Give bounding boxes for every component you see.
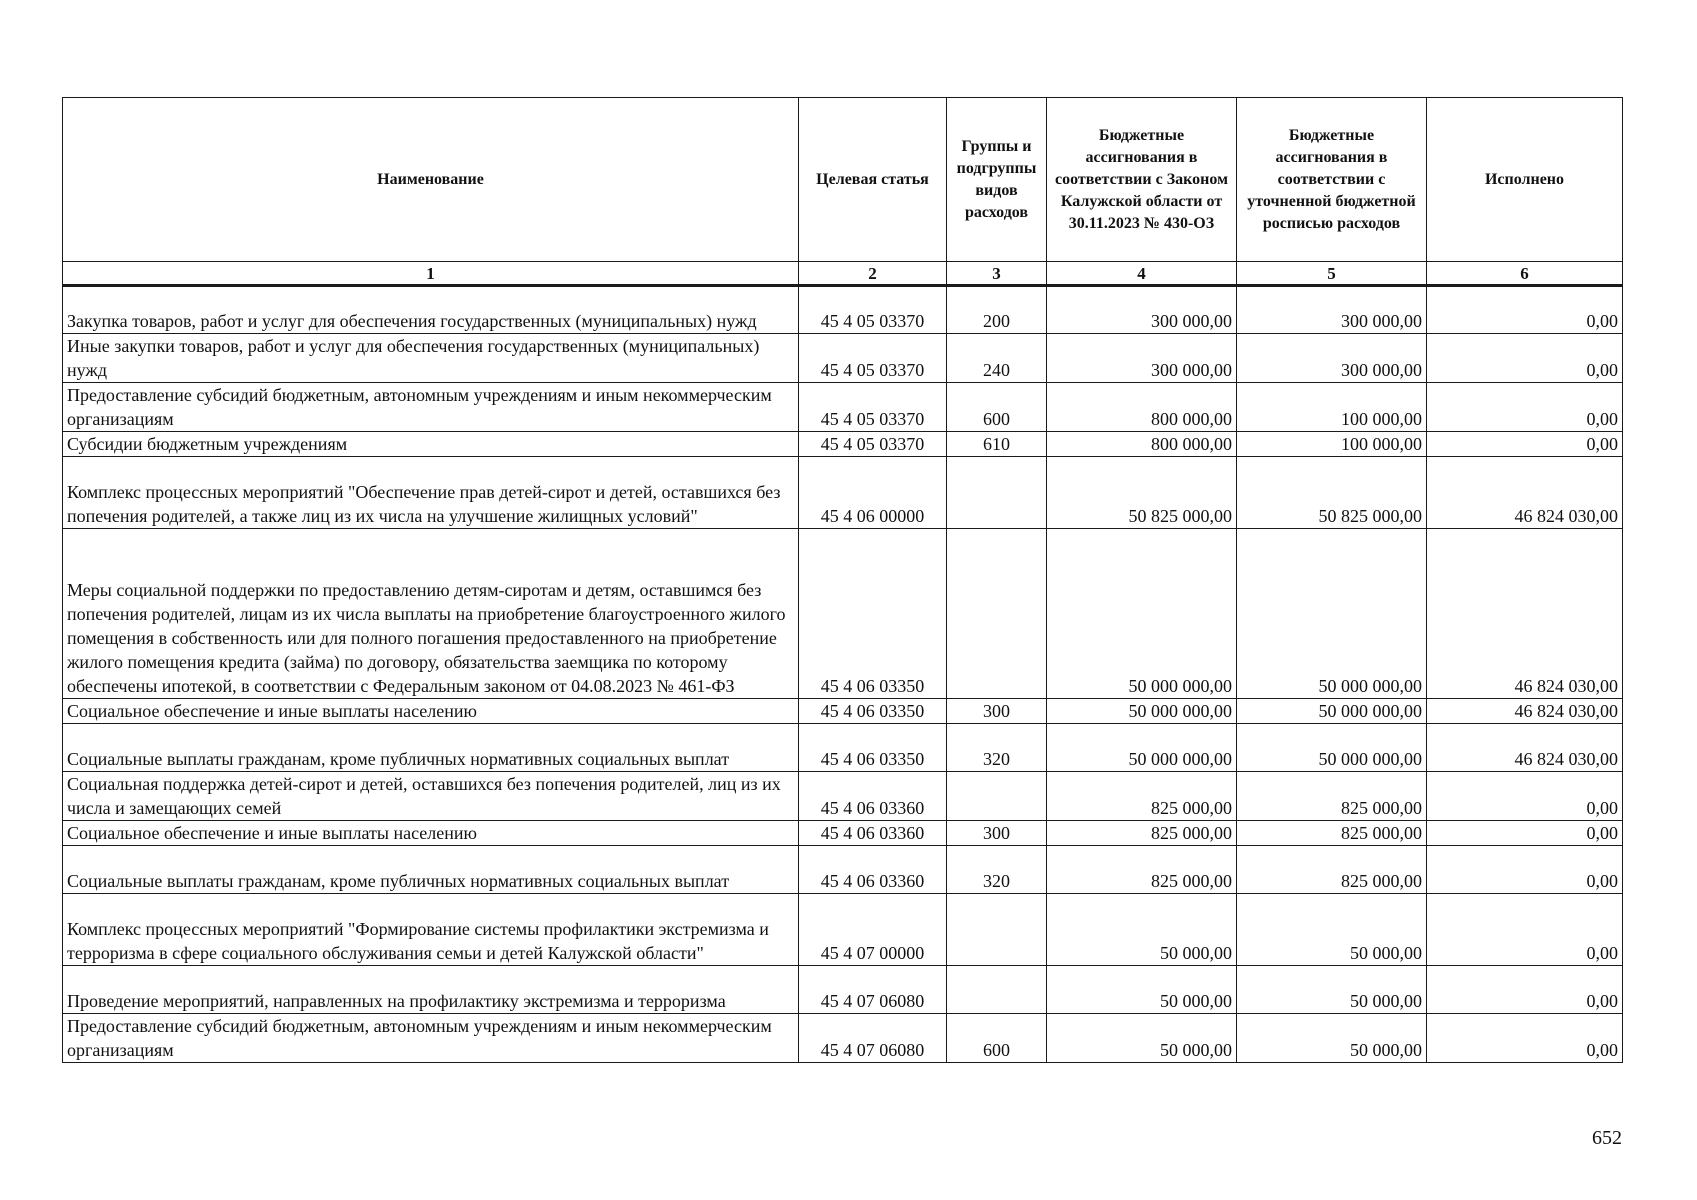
row-law-amount: 300 000,00: [1047, 286, 1237, 334]
row-code: 45 4 06 03360: [799, 772, 947, 821]
row-code: 45 4 07 06080: [799, 1014, 947, 1063]
table-row: [63, 286, 1623, 334]
row-group: [947, 529, 1047, 699]
column-number: 3: [947, 262, 1047, 286]
table-row: [63, 846, 1623, 894]
table-row: [63, 966, 1623, 1014]
row-refined-amount: 825 000,00: [1237, 821, 1427, 846]
row-refined-amount: 50 825 000,00: [1237, 457, 1427, 529]
budget-sheet: [62, 97, 1622, 1063]
row-refined-amount: 100 000,00: [1237, 383, 1427, 432]
row-refined-amount: 300 000,00: [1237, 334, 1427, 383]
row-executed-amount: 0,00: [1427, 966, 1623, 1014]
row-refined-amount: 825 000,00: [1237, 846, 1427, 894]
row-refined-amount: 50 000,00: [1237, 966, 1427, 1014]
row-name: Социальные выплаты гражданам, кроме публичных нормативных социальных выплат: [63, 724, 799, 772]
header-executed: Исполнено: [1427, 98, 1623, 262]
row-law-amount: 800 000,00: [1047, 432, 1237, 457]
row-code: 45 4 05 03370: [799, 334, 947, 383]
column-number: 1: [63, 262, 799, 286]
row-law-amount: 825 000,00: [1047, 821, 1237, 846]
row-name: Предоставление субсидий бюджетным, автономным учреждениям и иным некоммерческим организациям: [63, 1014, 799, 1063]
row-refined-amount: 300 000,00: [1237, 286, 1427, 334]
column-number: 2: [799, 262, 947, 286]
row-executed-amount: 0,00: [1427, 432, 1623, 457]
column-number-row: [63, 262, 1623, 286]
row-executed-amount: 0,00: [1427, 894, 1623, 966]
table-header-row: [63, 98, 1623, 262]
table-row: [63, 457, 1623, 529]
row-group: [947, 772, 1047, 821]
row-refined-amount: 50 000 000,00: [1237, 699, 1427, 724]
header-expense-groups: Группы и подгруппы видов расходов: [947, 98, 1047, 262]
row-refined-amount: 100 000,00: [1237, 432, 1427, 457]
row-executed-amount: 0,00: [1427, 772, 1623, 821]
row-refined-amount: 825 000,00: [1237, 772, 1427, 821]
row-law-amount: 50 000,00: [1047, 966, 1237, 1014]
row-refined-amount: 50 000,00: [1237, 894, 1427, 966]
table-row: [63, 894, 1623, 966]
row-refined-amount: 50 000,00: [1237, 1014, 1427, 1063]
row-code: 45 4 06 03350: [799, 724, 947, 772]
row-name: Проведение мероприятий, направленных на профилактику экстремизма и терроризма: [63, 966, 799, 1014]
row-group: 610: [947, 432, 1047, 457]
table-row: [63, 383, 1623, 432]
table-row: [63, 821, 1623, 846]
row-code: 45 4 06 03350: [799, 699, 947, 724]
row-executed-amount: 0,00: [1427, 821, 1623, 846]
row-law-amount: 800 000,00: [1047, 383, 1237, 432]
table-row: [63, 772, 1623, 821]
header-name: Наименование: [63, 98, 799, 262]
row-name: Социальное обеспечение и иные выплаты населению: [63, 699, 799, 724]
row-name: Социальные выплаты гражданам, кроме публичных нормативных социальных выплат: [63, 846, 799, 894]
row-executed-amount: 0,00: [1427, 286, 1623, 334]
row-name: Предоставление субсидий бюджетным, автономным учреждениям и иным некоммерческим организациям: [63, 383, 799, 432]
row-executed-amount: 46 824 030,00: [1427, 457, 1623, 529]
table-row: [63, 699, 1623, 724]
row-code: 45 4 05 03370: [799, 432, 947, 457]
page-number: 652: [1592, 1127, 1622, 1149]
row-code: 45 4 05 03370: [799, 383, 947, 432]
row-law-amount: 50 000 000,00: [1047, 724, 1237, 772]
table-row: [63, 724, 1623, 772]
header-target-article: Целевая статья: [799, 98, 947, 262]
column-number: 6: [1427, 262, 1623, 286]
row-group: 600: [947, 1014, 1047, 1063]
table-row: [63, 529, 1623, 699]
row-group: 300: [947, 821, 1047, 846]
budget-table: [62, 97, 1623, 1063]
row-name: Комплекс процессных мероприятий "Формирование системы профилактики экстремизма и терроризма в сфере социального обслуживания семьи и детей Калужской области": [63, 894, 799, 966]
row-law-amount: 50 000,00: [1047, 894, 1237, 966]
row-group: 200: [947, 286, 1047, 334]
row-name: Субсидии бюджетным учреждениям: [63, 432, 799, 457]
header-law-appropriations: Бюджетные ассигнования в соответствии с Законом Калужской области от 30.11.2023 № 430-ОЗ: [1047, 98, 1237, 262]
row-executed-amount: 0,00: [1427, 383, 1623, 432]
header-refined-appropriations: Бюджетные ассигнования в соответствии с уточненной бюджетной росписью расходов: [1237, 98, 1427, 262]
row-executed-amount: 46 824 030,00: [1427, 724, 1623, 772]
row-law-amount: 300 000,00: [1047, 334, 1237, 383]
row-code: 45 4 07 00000: [799, 894, 947, 966]
row-group: [947, 457, 1047, 529]
row-code: 45 4 06 03360: [799, 821, 947, 846]
row-code: 45 4 06 03360: [799, 846, 947, 894]
row-group: 320: [947, 846, 1047, 894]
row-group: 300: [947, 699, 1047, 724]
row-group: 320: [947, 724, 1047, 772]
row-executed-amount: 0,00: [1427, 846, 1623, 894]
row-name: Комплекс процессных мероприятий "Обеспечение прав детей-сирот и детей, оставшихся без попечения родителей, а также лиц из их числа на улучшение жилищных условий": [63, 457, 799, 529]
row-name: Меры социальной поддержки по предоставлению детям-сиротам и детям, оставшимся без попечения родителей, лицам из их числа выплаты на приобретение благоустроенного жилого помещения в собственность или для полного погашения предоставленного на приобретение жилого помещения кредита (займа) по договору, обязательства заемщика по которому обеспечены ипотекой, в соответствии с Федеральным законом от 04.08.2023 № 461-ФЗ: [63, 529, 799, 699]
row-executed-amount: 46 824 030,00: [1427, 529, 1623, 699]
row-executed-amount: 0,00: [1427, 334, 1623, 383]
row-name: Социальная поддержка детей-сирот и детей, оставшихся без попечения родителей, лиц из их числа и замещающих семей: [63, 772, 799, 821]
row-code: 45 4 06 03350: [799, 529, 947, 699]
row-refined-amount: 50 000 000,00: [1237, 529, 1427, 699]
row-executed-amount: 46 824 030,00: [1427, 699, 1623, 724]
table-row: [63, 432, 1623, 457]
row-group: [947, 966, 1047, 1014]
row-law-amount: 50 000 000,00: [1047, 529, 1237, 699]
row-law-amount: 50 000,00: [1047, 1014, 1237, 1063]
row-name: Закупка товаров, работ и услуг для обеспечения государственных (муниципальных) нужд: [63, 286, 799, 334]
row-name: Социальное обеспечение и иные выплаты населению: [63, 821, 799, 846]
table-row: [63, 334, 1623, 383]
row-executed-amount: 0,00: [1427, 1014, 1623, 1063]
row-code: 45 4 07 06080: [799, 966, 947, 1014]
column-number: 5: [1237, 262, 1427, 286]
row-name: Иные закупки товаров, работ и услуг для обеспечения государственных (муниципальных) нужд: [63, 334, 799, 383]
row-group: 600: [947, 383, 1047, 432]
row-law-amount: 50 825 000,00: [1047, 457, 1237, 529]
row-law-amount: 50 000 000,00: [1047, 699, 1237, 724]
column-number: 4: [1047, 262, 1237, 286]
row-law-amount: 825 000,00: [1047, 846, 1237, 894]
table-row: [63, 1014, 1623, 1063]
row-code: 45 4 05 03370: [799, 286, 947, 334]
row-refined-amount: 50 000 000,00: [1237, 724, 1427, 772]
row-group: [947, 894, 1047, 966]
row-code: 45 4 06 00000: [799, 457, 947, 529]
row-law-amount: 825 000,00: [1047, 772, 1237, 821]
row-group: 240: [947, 334, 1047, 383]
